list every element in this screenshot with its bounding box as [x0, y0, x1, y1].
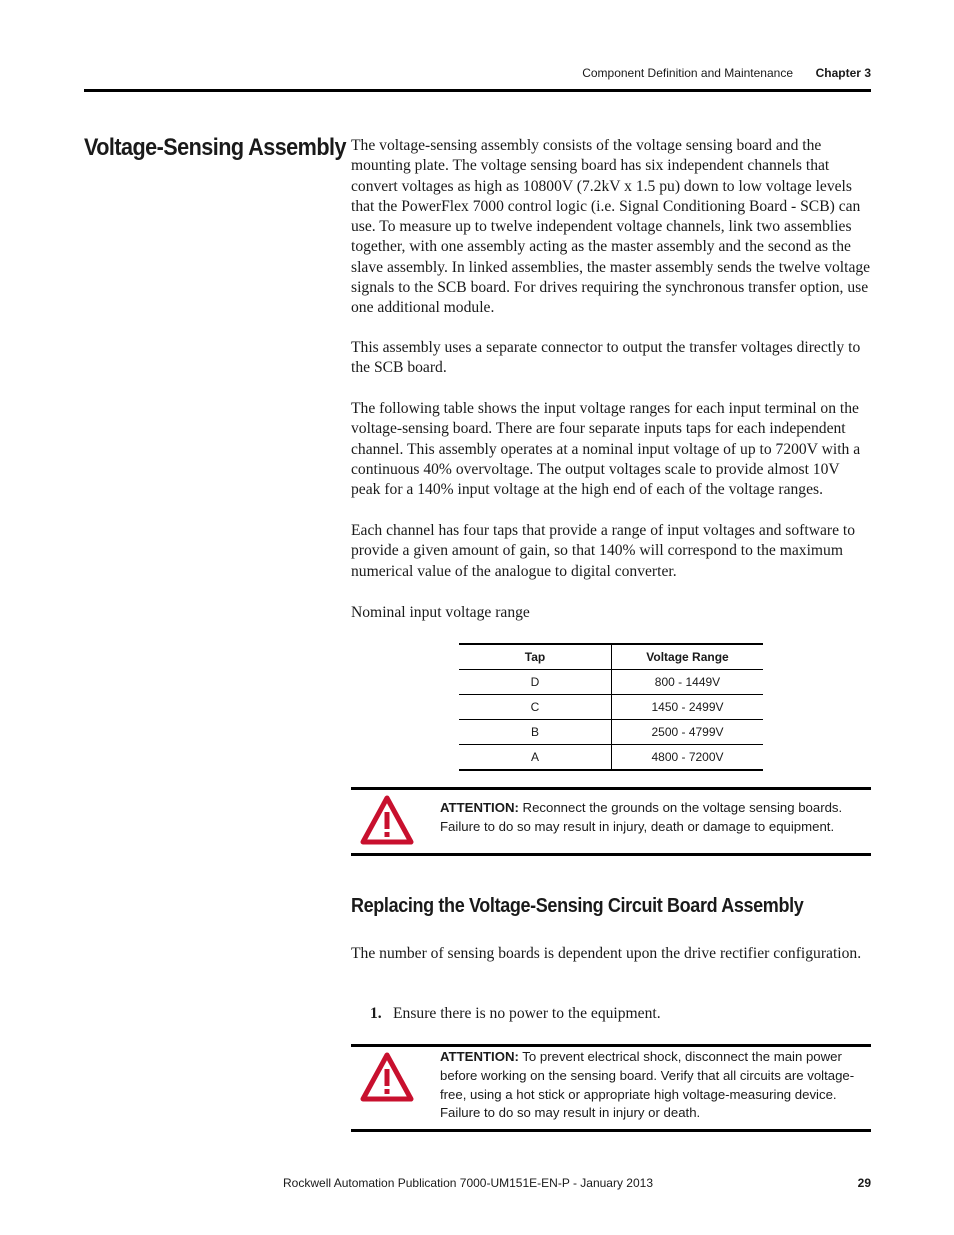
attention-rule-bottom [351, 1129, 871, 1132]
voltage-range-cell: 4800 - 7200V [612, 745, 764, 771]
paragraph: The following table shows the input voltage ranges for each input terminal on the voltage-sensing board. There are four separate inputs taps for each independent channel. This assembly operates at a nominal input voltage of up to 7200V with a continuous 40% overvoltage. The output voltages scale to provide almost 10V peak for a 140% input voltage at the high end of each of the voltage ranges. [351, 400, 861, 499]
paragraph-sensing-boards [351, 944, 871, 964]
header-section-title: Component Definition and Maintenance [582, 66, 793, 80]
paragraph-table-intro [351, 399, 871, 500]
warning-triangle-icon [360, 795, 414, 845]
attention-rule-bottom [351, 853, 871, 856]
attention-text: Reconnect the grounds on the voltage sensing boards. Failure to do so may result in injury, death or damage to equipment. [440, 800, 843, 834]
paragraph: The number of sensing boards is dependent upon the drive rectifier configuration. [351, 945, 862, 962]
attention-box-shock [351, 1044, 871, 1133]
voltage-range-cell: 2500 - 4799V [612, 720, 764, 745]
page-header [84, 66, 871, 84]
table-row [459, 670, 763, 695]
warning-triangle-icon [360, 1052, 414, 1102]
table-row [459, 720, 763, 745]
paragraph: The voltage-sensing assembly consists of the voltage sensing board and the mounting plate. The voltage sensing board has six independent channels that convert voltages as high as 10800V (7.2kV x 1.5 pu) down to low voltage levels that the PowerFlex 7000 control logic (i.e. Signal Conditioning Board - SCB) can use. To measure up to twelve independent voltage channels, link two assemblies together, with one assembly acting as the master assembly and the second as the slave assembly. In linked assemblies, the master assembly sends the twelve voltage signals to the SCB board. For drives requiring the synchronous transfer option, use one additional module. [351, 137, 871, 317]
step-text: Ensure there is no power to the equipment. [393, 1005, 661, 1022]
paragraph-connector [351, 338, 871, 379]
attention-box-grounds [351, 787, 871, 856]
paragraph-intro [351, 136, 871, 319]
table-caption [351, 603, 871, 623]
voltage-range-cell: 800 - 1449V [612, 670, 764, 695]
attention-label: ATTENTION: [440, 800, 519, 815]
table-header-tap: Tap [459, 644, 612, 670]
tap-cell: B [459, 720, 612, 745]
table-row [459, 695, 763, 720]
page-number: 29 [857, 1176, 871, 1190]
table-header-voltage-range: Voltage Range [612, 644, 764, 670]
attention-rule-top [351, 1044, 871, 1047]
voltage-range-table [459, 643, 763, 771]
step-item [370, 1004, 661, 1024]
table-header-row [459, 644, 763, 670]
paragraph: Each channel has four taps that provide a range of input voltages and software to provide a given amount of gain, so that 140% will correspond to the maximum numerical value of the analogue to digital converter. [351, 522, 856, 580]
tap-cell: D [459, 670, 612, 695]
step-number: 1. [370, 1005, 382, 1022]
attention-message [440, 799, 860, 837]
attention-message [440, 1048, 860, 1123]
header-chapter: Chapter 3 [815, 66, 871, 80]
attention-label: ATTENTION: [440, 1049, 519, 1064]
voltage-range-cell: 1450 - 2499V [612, 695, 764, 720]
tap-cell: A [459, 745, 612, 771]
attention-text: To prevent electrical shock, disconnect the main power before working on the sensing board. Verify that all circuits are voltage-free, using a hot stick or appropriate high voltage-measuring device. Failure to do so may result in injury or death. [440, 1049, 855, 1121]
paragraph: Nominal input voltage range [351, 604, 530, 621]
paragraph-taps [351, 521, 871, 582]
table-row [459, 745, 763, 771]
section-title: Voltage-Sensing Assembly [84, 134, 346, 161]
subsection-title: Replacing the Voltage-Sensing Circuit Board Assembly [351, 895, 804, 917]
paragraph: This assembly uses a separate connector to output the transfer voltages directly to the SCB board. [351, 339, 861, 377]
tap-cell: C [459, 695, 612, 720]
attention-rule-top [351, 787, 871, 790]
header-rule [84, 89, 871, 92]
footer-publication: Rockwell Automation Publication 7000-UM151E-EN-P - January 2013 [283, 1176, 653, 1190]
